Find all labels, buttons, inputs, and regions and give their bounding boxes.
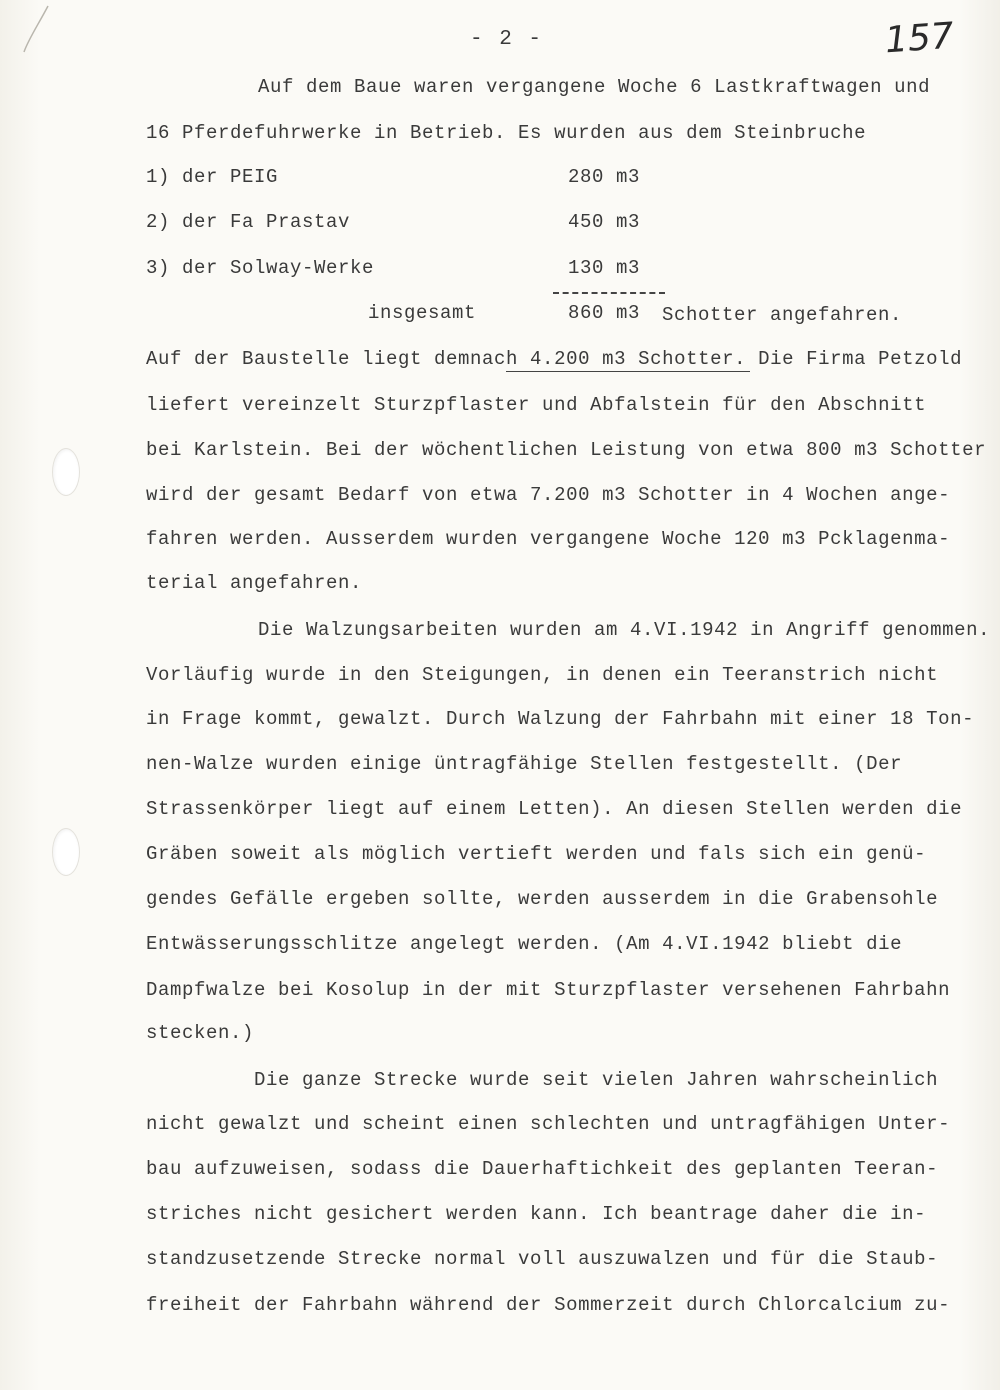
text-line: stecken.) (146, 1022, 255, 1044)
quarry-amount: 450 m3 (568, 211, 641, 233)
text-line: 16 Pferdefuhrwerke in Betrieb. Es wurden aus dem Steinbruche (146, 122, 867, 144)
text-line: nicht gewalzt und scheint einen schlechten und untragfähigen Unter- (146, 1113, 951, 1135)
text-line: Vorläufig wurde in den Steigungen, in denen ein Teeranstrich nicht (146, 664, 939, 686)
total-label: insgesamt (368, 302, 477, 324)
quarry-label: 2) der Fa Prastav (146, 211, 351, 233)
text-line: Gräben soweit als möglich vertieft werden und fals sich ein genü- (146, 843, 927, 865)
text-line: Dampfwalze bei Kosolup in der mit Sturzpflaster versehenen Fahrbahn (146, 979, 951, 1001)
text-line: bau aufzuweisen, sodass die Dauerhaftichkeit des geplanten Teeran- (146, 1158, 939, 1180)
punch-hole-lower (52, 828, 80, 876)
text-line: liefert vereinzelt Sturzpflaster und Abfalstein für den Abschnitt (146, 394, 927, 416)
text-line: Entwässerungsschlitze angelegt werden. (Am 4.VI.1942 bliebt die (146, 933, 903, 955)
text-line: nen-Walze wurden einige üntragfähige Stellen festgestellt. (Der (146, 753, 903, 775)
quarry-amount: 280 m3 (568, 166, 641, 188)
text-line: Auf dem Baue waren vergangene Woche 6 Lastkraftwagen und (258, 76, 931, 98)
text-line: Auf der Baustelle liegt demnach 4.200 m3 Schotter. Die Firma Petzold (146, 348, 963, 370)
total-suffix: Schotter angefahren. (662, 304, 903, 326)
text-line: standzusetzende Strecke normal voll auszuwalzen und für die Staub- (146, 1248, 939, 1270)
text-line: fahren werden. Ausserdem wurden vergangene Woche 120 m3 Pcklagenma- (146, 528, 951, 550)
quarry-label: 3) der Solway-Werke (146, 257, 375, 279)
text-line: Strassenkörper liegt auf einem Letten). An diesen Stellen werden die (146, 798, 963, 820)
text-line: terial angefahren. (146, 572, 363, 594)
text-line: bei Karlstein. Bei der wöchentlichen Leistung von etwa 800 m3 Schotter (146, 439, 987, 461)
text-line: Die Walzungsarbeiten wurden am 4.VI.1942 in Angriff genommen. (258, 619, 991, 641)
pencil-mark-icon (18, 0, 58, 60)
total-amount: 860 m3 (568, 302, 641, 324)
punch-hole-upper (52, 448, 80, 496)
text-line: in Frage kommt, gewalzt. Durch Walzung der Fahrbahn mit einer 18 Ton- (146, 708, 975, 730)
text-line: wird der gesamt Bedarf von etwa 7.200 m3 Schotter in 4 Wochen ange- (146, 484, 951, 506)
text-line: Die ganze Strecke wurde seit vielen Jahren wahrscheinlich (254, 1069, 939, 1091)
quarry-label: 1) der PEIG (146, 166, 279, 188)
quarry-amount: 130 m3 (568, 257, 641, 279)
sum-rule (553, 292, 665, 294)
text-line: freiheit der Fahrbahn während der Sommerzeit durch Chlorcalcium zu- (146, 1294, 951, 1316)
underline-mark (506, 371, 750, 372)
text-line: gendes Gefälle ergeben sollte, werden ausserdem in die Grabensohle (146, 888, 939, 910)
page-number: - 2 - (470, 28, 544, 51)
text-line: striches nicht gesichert werden kann. Ich beantrage daher die in- (146, 1203, 927, 1225)
handwritten-folio-number: 157 (883, 15, 956, 62)
